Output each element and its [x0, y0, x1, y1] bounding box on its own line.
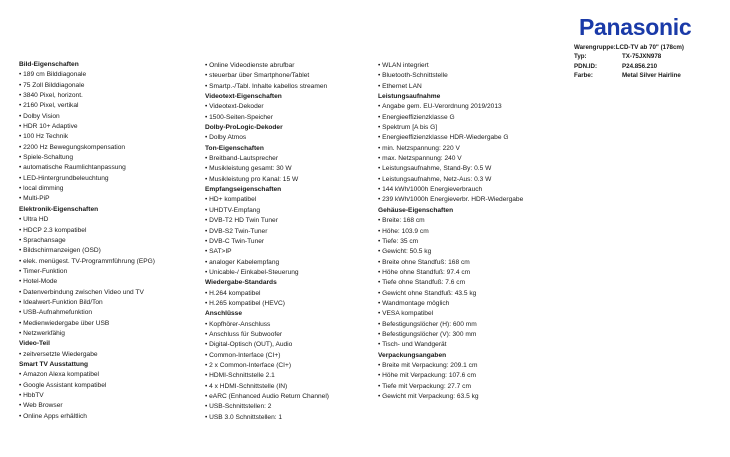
meta-row-pdn-id	[574, 62, 684, 71]
spec-item: • Energieeffizienzklasse G	[378, 113, 523, 123]
spec-item: • USB 3.0 Schnittstellen: 1	[205, 413, 329, 423]
spec-item: • 2 x Common-Interface (CI+)	[205, 361, 329, 371]
spec-item: • Befestigungslöcher (H): 600 mm	[378, 320, 523, 330]
brand-logo: Panasonic	[579, 14, 692, 40]
section-heading: Bild-Eigenschaften	[19, 61, 79, 68]
spec-item: • Kopfhörer-Anschluss	[205, 320, 329, 330]
spec-item: • analoger Kabelempfang	[205, 258, 329, 268]
spec-item: • HDMI-Schnittstelle 2.1	[205, 371, 329, 381]
section-heading: Leistungsaufnahme	[378, 93, 441, 101]
spec-item: • Angabe gem. EU-Verordnung 2019/2013	[378, 102, 523, 112]
spec-item: • automatische Raumlichtanpassung	[19, 163, 155, 173]
spec-item: • Tisch- und Wandgerät	[378, 340, 523, 350]
spec-item: • Spiele-Schaltung	[19, 153, 155, 163]
section-heading: Dolby-ProLogic-Dekoder	[205, 124, 283, 132]
spec-item: • min. Netzspannung: 220 V	[378, 144, 523, 154]
section-heading: Anschlüsse	[205, 310, 243, 318]
spec-item: • UHDTV-Empfang	[205, 206, 329, 216]
spec-item: • Dolby Atmos	[205, 133, 329, 143]
spec-item: • Tiefe ohne Standfuß: 7.6 cm	[378, 278, 523, 288]
spec-item: • Web Browser	[19, 401, 155, 411]
spec-item: • Gewicht mit Verpackung: 63.5 kg	[378, 392, 523, 402]
meta-value: P24.856.210	[622, 62, 658, 70]
spec-item: • Anschluss für Subwoofer	[205, 330, 329, 340]
spec-column-2	[205, 61, 329, 423]
spec-item: • 4 x HDMI-Schnittstelle (IN)	[205, 382, 329, 392]
section-heading: Ton-Eigenschaften	[205, 144, 264, 152]
spec-item: • Tiefe mit Verpackung: 27.7 cm	[378, 382, 523, 392]
spec-item: • LED-Hintergrundbeleuchtung	[19, 174, 155, 184]
spec-item: • Common-Interface (CI+)	[205, 351, 329, 361]
spec-item: • elek. menügest. TV-Programmführung (EPG)	[19, 257, 155, 267]
spec-item: • Amazon Alexa kompatibel	[19, 370, 155, 380]
spec-item: • Idealwert-Funktion Bild/Ton	[19, 298, 155, 308]
meta-key: Typ:	[574, 53, 587, 61]
spec-item: • Gewicht: 50.5 kg	[378, 247, 523, 257]
section-heading: Elektronik-Eigenschaften	[19, 205, 99, 213]
spec-item: • Dolby Vision	[19, 112, 155, 122]
spec-item: • Online Videodienste abrufbar	[205, 61, 329, 71]
spec-item: • Leistungsaufnahme, Netz-Aus: 0.3 W	[378, 175, 523, 185]
meta-value: Metal Silver Hairline	[622, 72, 681, 80]
spec-item: • USB-Aufnahmefunktion	[19, 308, 155, 318]
spec-item: • 189 cm Bilddiagonale	[19, 70, 155, 80]
spec-item: • 239 kWh/1000h Energieverbr. HDR-Wiedergabe	[378, 195, 523, 205]
section-heading: Video-Teil	[19, 340, 50, 348]
spec-item: • Multi-PiP	[19, 194, 155, 204]
spec-item: • Befestigungslöcher (V): 300 mm	[378, 330, 523, 340]
spec-item: • H.265 kompatibel (HEVC)	[205, 299, 329, 309]
spec-item: • Ethernet LAN	[378, 82, 523, 92]
spec-item: • Breite ohne Standfuß: 168 cm	[378, 258, 523, 268]
spec-item: • Energieeffizienzklasse HDR-Wiedergabe G	[378, 133, 523, 143]
spec-item: • Musikleistung pro Kanal: 15 W	[205, 175, 329, 185]
product-meta	[574, 43, 684, 81]
meta-key: PDN.ID:	[574, 62, 598, 70]
spec-item: • Unicable-/ Einkabel-Steuerung	[205, 268, 329, 278]
section-heading: Videotext-Eigenschaften	[205, 93, 282, 101]
spec-item: • 75 Zoll Bilddiagonale	[19, 81, 155, 91]
spec-item: • Gewicht ohne Standfuß: 43.5 kg	[378, 289, 523, 299]
spec-item: • Höhe: 103.9 cm	[378, 227, 523, 237]
spec-item: • USB-Schnittstellen: 2	[205, 402, 329, 412]
spec-item: • 144 kWh/1000h Energieverbrauch	[378, 185, 523, 195]
spec-item: • Google Assistant kompatibel	[19, 381, 155, 391]
spec-item: • Ultra HD	[19, 215, 155, 225]
spec-column-1	[19, 60, 155, 422]
spec-item: • 100 Hz Technik	[19, 132, 155, 142]
section-heading: Wiedergabe-Standards	[205, 279, 277, 287]
spec-item: • Breite mit Verpackung: 209.1 cm	[378, 361, 523, 371]
spec-item: • Musikleistung gesamt: 30 W	[205, 164, 329, 174]
meta-product-group: Warengruppe:LCD-TV ab 70" (178cm)	[574, 44, 684, 51]
spec-item: • 2160 Pixel, vertikal	[19, 101, 155, 111]
spec-item: • 1500-Seiten-Speicher	[205, 113, 329, 123]
spec-item: • Spektrum [A bis G]	[378, 123, 523, 133]
spec-item: • Netzwerkfähig	[19, 329, 155, 339]
section-heading: Smart TV Ausstattung	[19, 360, 88, 368]
spec-item: • Videotext-Dekoder	[205, 102, 329, 112]
spec-item: • WLAN integriert	[378, 61, 523, 71]
spec-item: • Höhe ohne Standfuß: 97.4 cm	[378, 268, 523, 278]
spec-item: • Bluetooth-Schnittstelle	[378, 71, 523, 81]
meta-key: Farbe:	[574, 72, 593, 80]
spec-item: • HD+ kompatibel	[205, 195, 329, 205]
spec-item: • Medienwiedergabe über USB	[19, 319, 155, 329]
meta-value: TX-75JXN978	[622, 53, 662, 61]
section-heading: Verpackungsangaben	[378, 351, 447, 359]
spec-item: • Leistungsaufnahme, Stand-By: 0.5 W	[378, 164, 523, 174]
spec-item: • HDCP 2.3 kompatibel	[19, 226, 155, 236]
spec-item: • zeitversetzte Wiedergabe	[19, 350, 155, 360]
spec-item: • SAT>IP	[205, 247, 329, 257]
spec-item: • Digital-Optisch (OUT), Audio	[205, 340, 329, 350]
spec-item: • HDR 10+ Adaptive	[19, 122, 155, 132]
spec-item: • DVB-C Twin-Tuner	[205, 237, 329, 247]
section-heading: Gehäuse-Eigenschaften	[378, 206, 454, 214]
spec-item: • eARC (Enhanced Audio Return Channel)	[205, 392, 329, 402]
spec-item: • Tiefe: 35 cm	[378, 237, 523, 247]
spec-item: • max. Netzspannung: 240 V	[378, 154, 523, 164]
spec-item: • Breitband-Lautsprecher	[205, 154, 329, 164]
spec-item: • Datenverbindung zwischen Video und TV	[19, 288, 155, 298]
spec-item: • 2200 Hz Bewegungskompensation	[19, 143, 155, 153]
spec-item: • Hotel-Mode	[19, 277, 155, 287]
spec-item: • 3840 Pixel, horizont.	[19, 91, 155, 101]
spec-item: • Smartp.-/Tabl. Inhalte kabellos streamen	[205, 82, 329, 92]
spec-item: • DVB-S2 Twin-Tuner	[205, 227, 329, 237]
spec-item: • Online Apps erhältlich	[19, 412, 155, 422]
spec-item: • Bildschirmanzeigen (OSD)	[19, 246, 155, 256]
spec-item: • VESA kompatibel	[378, 309, 523, 319]
spec-item: • steuerbar über Smartphone/Tablet	[205, 71, 329, 81]
spec-item: • Wandmontage möglich	[378, 299, 523, 309]
meta-row-color	[574, 71, 684, 80]
spec-item: • DVB-T2 HD Twin Tuner	[205, 216, 329, 226]
meta-row-type	[574, 52, 684, 61]
spec-item: • Sprachansage	[19, 236, 155, 246]
section-heading: Empfangseigenschaften	[205, 186, 282, 194]
spec-column-3	[378, 61, 523, 402]
spec-item: • Timer-Funktion	[19, 267, 155, 277]
spec-item: • Höhe mit Verpackung: 107.6 cm	[378, 371, 523, 381]
spec-item: • H.264 kompatibel	[205, 289, 329, 299]
spec-item: • HbbTV	[19, 391, 155, 401]
spec-item: • local dimming	[19, 184, 155, 194]
spec-item: • Breite: 168 cm	[378, 216, 523, 226]
